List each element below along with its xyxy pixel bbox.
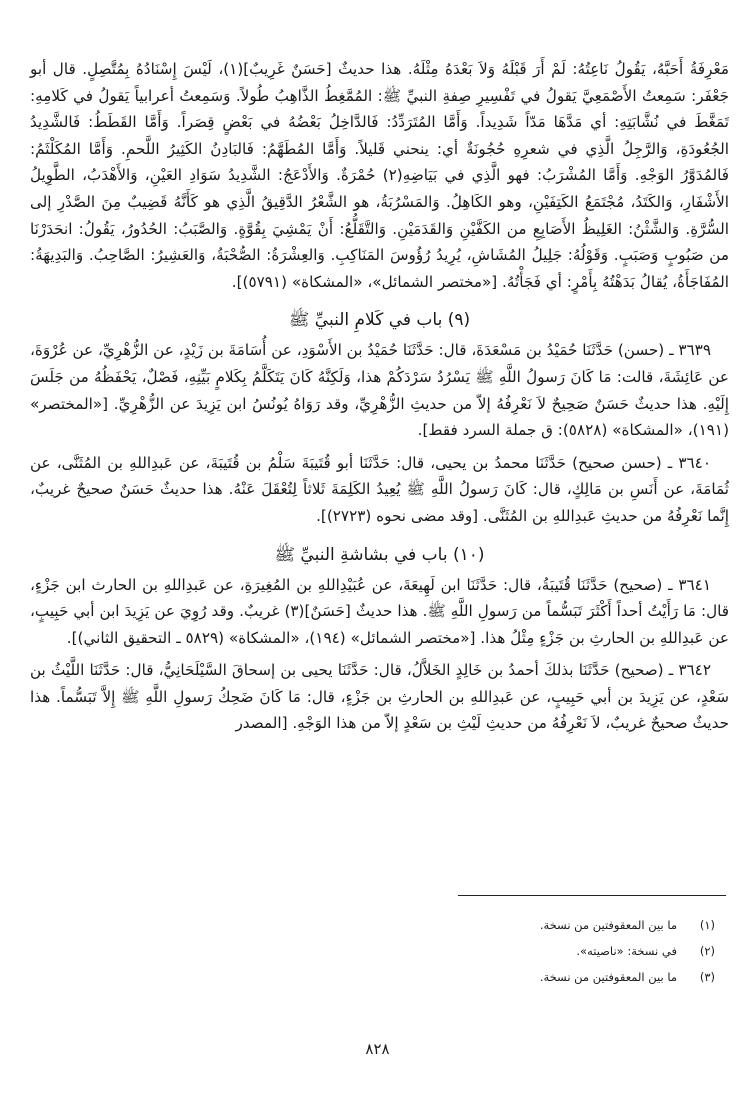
footnote-2 (540, 938, 715, 964)
footnote-text: ما بين المعقوفتين من نسخة. (539, 918, 677, 932)
hadith-3640: ٣٦٤٠ ـ (حسن صحيح) حَدَّثَنَا محمدُ بن يحيى، قال: حَدَّثَنَا أبو قُتَيبَةَ سَلْمُ بن قُتَيبَةَ، عن عَبدِاللهِ بن المُثَنَّى، عن ثُمَامَةَ، عن أَنَسِ بن مَالِكٍ، قال: كَانَ رَسولُ اللَّهِ ﷺ يُعِيدُ الكَلِمَةَ ثَلاثاً لِتُعْقَلَ عَنْهُ. هذا حديثٌ حَسَنٌ صحيحٌ غريبٌ، إِنَّما نَعْرِفُهُ من حديثِ عَبدِاللهِ بن المُثَنَّى. [وقد مضى نحوه (٢٧٢٣)]. (30, 453, 729, 525)
paragraph-top: مَعْرِفَةُ أَحَبَّهُ، يَقُولُ نَاعِتُهُ: لَمْ أَرَ قَبْلَهُ وَلاَ بَعْدَهُ مِثْلَهُ. هذا حديثٌ [حَسَنٌ غَرِيبٌ](١)، لَيْسَ إِسْنَادُهُ بِمُتَّصِلٍ. قال أبو جَعْفَر: سَمِعتُ الأَصْمَعِيَّ يَقولُ في تَفْسِيرِ صِفةِ النبيِّ ﷺ: المُمَّغِطُ الذَّاهِبُ طُولاً. وَسَمِعتُ أعرابياً يَقولُ في كَلامِهِ: تَمَغَّطَ في نُشَّابَتِهِ: أي مَدَّهَا مَدّاً شَدِيداً. وَأَمَّا المُتَرَدِّدُ: فَالدَّاخِلُ بَعْضُهُ في بَعْضٍ قِصَراً. وَأَمَّا القَطَطُ: فَالشَّدِيدُ الجُعُودَةِ، وَالرَّجِلُ الَّذِي في شعرِهِ حُجُونَةٌ أي: ينحني قَليلاً. وَأَمَّا المُطَهَّمُ: فَالبَادِنُ الكَثِيرُ اللَّحمِ. وَأَمَّا المُكَلْثَمُ: فَالمُدَوَّرُ الوَجْهِ. وَأَمَّا المُشْرَبُ: فهو الَّذِي في بَيَاضِهِ(٢) حُمْرَةٌ. وَالأَدْعَجُ: الشَّدِيدُ سَوَادِ العَيْنِ، وَالأَهْدَبُ، الطَّوِيلُ الأَشْفَارِ، وَالكَتَدُ، مُجْتَمَعُ الكَتِفَيْنِ، وهو الكَاهِلُ. وَالمَسْرُبَةُ، هو الشَّعْرُ الدَّقِيقُ الَّذِي هو كَأَنَّهُ قَضِيبٌ مِنَ الصَّدْرِ إلى السُّرَّةِ. وَالشَّثْنُ: الغَلِيظُ الأَصَابِعِ من الكَفَّيْنِ وَالقَدَمَيْنِ. وَالتَّقَلُّعُ: أَنْ يَمْشِيَ بِقُوَّةٍ. وَالصَّبَبُ: الحُدُورُ، يَقُولُ: انحَدَرْنَا من صَبُوبٍ وَصَبَبٍ. وَقَوْلُهُ: جَلِيلُ المُشَاشِ، يُرِيدُ رُؤُوسَ المَنَاكِبِ. وَالعِشْرَةُ: الصُّحْبَةُ، وَالعَشِيرُ: الصَّاحِبُ. وَالبَدِيهَةُ: المُفَاجَأَةُ، يُقالُ بَدَهْتُهُ بِأَمْرٍ: أي فَجَأْتُهُ. [«مختصر الشمائل»، «المشكاة» (٥٧٩١)]. (30, 60, 729, 291)
footnotes (540, 912, 715, 990)
footnote-3 (540, 964, 715, 990)
chapter-9-heading: (٩) باب في كَلامِ النبيِّ ﷺ (288, 310, 471, 331)
footnote-number: (٣) (699, 970, 715, 984)
footnote-text: في نسخة: «ناصيته». (576, 944, 677, 958)
footnote-1 (540, 912, 715, 938)
hadith-3641: ٣٦٤١ ـ (صحيح) حَدَّثَنَا قُتَيبَةُ، قال: حَدَّثَنَا ابن لَهِيعَةَ، عن عُبَيْدِاللهِ بن المُغِيرَةِ، عن عَبدِاللهِ بن الحارث ابن جَزْءٍ، قال: مَا رَأَيْتُ أحداً أَكْثَرَ تَبَسُّماً من رَسولِ اللَّهِ ﷺ. هذا حديثٌ [حَسَنٌ](٣) غريبٌ. وقد رُوِيَ عن يَزِيدَ ابن أبي حَبِيبٍ، عن عَبدِاللهِ بن الحارثِ بن جَزْءٍ مِثْلُ هذا. [«مختصر الشمائل» (١٩٤)، «المشكاة» (٥٨٢٩ ـ التحقيق الثاني)]. (30, 575, 729, 647)
footnote-text: ما بين المعقوفتين من نسخة. (539, 970, 677, 984)
page-number: ٨٢٨ (365, 1040, 390, 1058)
chapter-10-heading: (١٠) باب في بشاشةِ النبيِّ ﷺ (274, 544, 485, 565)
footnote-number: (٢) (699, 944, 715, 958)
footnote-number: (١) (699, 918, 715, 932)
hadith-3642: ٣٦٤٢ ـ (صحيح) حَدَّثَنَا بذلكَ أحمدُ بن خَالِدٍ الخَلاَّلُ، قال: حَدَّثَنَا يحيى بن إسحاقَ السَّيْلَحَانِيُّ، قال: حَدَّثَنَا اللَّيْثُ بن سَعْدٍ، عن يَزِيدَ بن أبي حَبِيبٍ، عن عَبدِاللهِ بن الحارثِ بن جَزْءٍ، قال: مَا كَانَ ضَحِكُ رَسولِ اللَّهِ ﷺ إِلاَّ تَبَسُّماً. هذا حديثٌ صحيحٌ غريبٌ، لاَ نَعْرِفُهُ من حديثِ لَيْثِ بن سَعْدٍ إلاّ من هذا الوَجْهِ. [المصدر (30, 661, 729, 733)
footnote-divider (458, 895, 726, 896)
page-body (30, 56, 729, 737)
hadith-3639: ٣٦٣٩ ـ (حسن) حَدَّثَنَا حُمَيْدُ بن مَسْعَدَةَ، قال: حَدَّثَنَا حُمَيْدُ بن الأَسْوَدِ، عن أُسَامَةَ بن زَيْدٍ، عن الزُّهْرِيِّ، عن عُرْوَةَ، عن عَائِشَةَ، قالت: مَا كَانَ رَسولُ اللَّهِ ﷺ يَسْرُدُ سَرْدَكُمْ هذا، وَلَكِنَّهُ كَانَ يَتَكَلَّمُ بِكَلامٍ بَيِّنِهِ، فَصْلٌ، يَحْفَظُهُ من جَلَسَ إِلَيْهِ. هذا حديثٌ حَسَنٌ صَحِيحٌ لاَ نَعْرِفُهُ إلاّ من حديثِ الزُّهْرِيِّ، وقد رَوَاهُ يُونُسُ ابن يَزِيدَ عن الزُّهْرِيِّ. [«المختصر» (١٩١)، «المشكاة» (٥٨٢٨): ق جملة السرد فقط]. (30, 341, 729, 440)
